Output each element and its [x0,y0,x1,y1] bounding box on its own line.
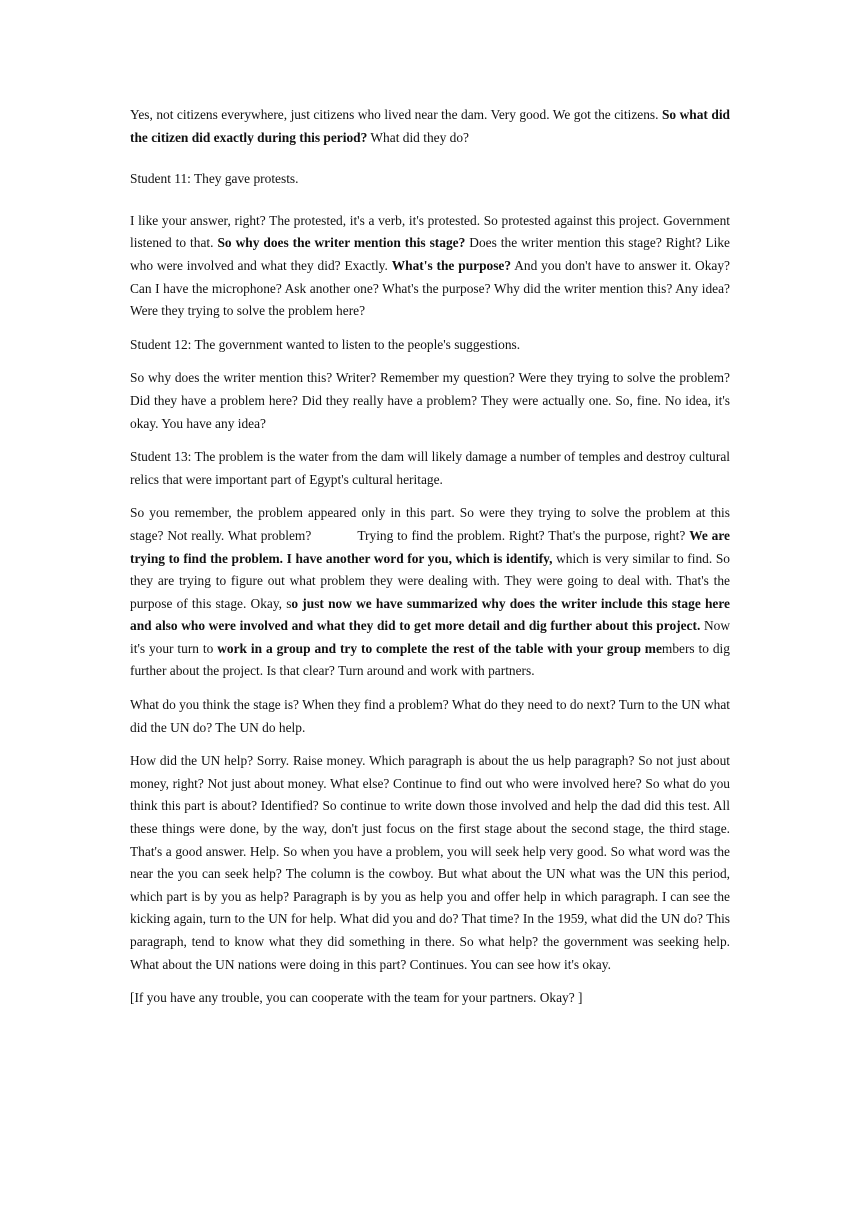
paragraph-5 [130,367,730,435]
paragraph-student-12 [130,334,730,357]
paragraph-3 [130,210,730,323]
document-page [130,104,734,1021]
bold-segment: work in a group and try to complete the rest of the table with your group me [217,640,662,656]
bold-segment: o just now we have summarized why does the writer include this stage here and also who were involved and what they did to get more detail and dig further about this project. [130,595,730,634]
text-segment: Student 11: They gave protests. [130,171,299,187]
text-segment: Now it's your turn to [130,618,731,656]
text-segment: And you don't have to answer it. Okay? Can I have the microphone? Ask another one? What's the purpose? Why did the writer mention this? Any idea? Were they trying to solve the problem here? [130,257,730,319]
paragraph-student-13 [130,446,730,491]
text-segment: So why does the writer mention this? Writer? Remember my question? Were they trying to solve the problem? Did they have a problem here? Did they really have a problem? They were actually one. So, fine. No idea, it's okay. You have any idea? [130,370,730,431]
text-segment: which is very similar to find. So they are trying to figure out what problem they were dealing with. They were going to deal with. That's the purpose of this stage. Okay, s [130,550,730,611]
text-segment: Yes, not citizens everywhere, just citizens who lived near the dam. Very good. We got the citizens. [130,107,662,122]
text-segment: What did they do? [367,129,469,145]
text-segment: Does the writer mention this stage? Right? Like who were involved and what they did? Exactly. [130,235,730,273]
text-segment: mbers to dig further about the project. Is that clear? Turn around and work with partners. [130,640,730,679]
paragraph-8 [130,694,730,739]
paragraph-10 [130,987,730,1010]
text-segment: I like your answer, right? The protested, it's a verb, it's protested. So protested against this project. Government listened to that. [130,212,730,251]
paragraph-9 [130,750,730,976]
paragraph-7 [130,502,734,683]
text-segment: What do you think the stage is? When they find a problem? What do they need to do next? Turn to the UN what did the UN do? The UN do help. [130,697,730,735]
text-segment: Student 12: The government wanted to listen to the people's suggestions. [130,336,521,352]
text-segment: How did the UN help? Sorry. Raise money. Which paragraph is about the us help paragraph? So not just about money, right? Not just about money. What else? Continue to find out who were involved here? So what do you think this part is about? Identified? So continue to write down those involved and help the dad did this test. All these things were done, by the way, don't just focus on the first stage about the second stage, the third stage. That's a good answer. Help. So when you have a problem, you will seek help very good. So what word was the near the you can seek help? The column is the cowboy. But what about the UN what was the UN this period, which part is by you as help? Paragraph is by you as help you and offer help in which paragraph. I can see the kicking again, turn to the UN for help. What did you and do? That time? In the 1959, what did the UN do? This paragraph, tend to know what they did something in there. So what help? the government was seeking help. What about the UN nations were doing in this part? Continues. You can see how it's okay. [130,753,730,972]
text-segment: So you remember, the problem appeared only in this part. So were they trying to solve the problem at this stage? Not really. What problem? Trying to find the problem. Right? That's the purpose, right? [130,505,734,543]
text-segment: Student 13: The problem is the water from the dam will likely damage a number of temples and destroy cultural relics that were important part of Egypt's cultural heritage. [130,449,730,487]
bold-segment: So why does the writer mention this stage? [217,235,466,251]
bold-segment: We are trying to find the problem. I have another word for you, which is identify, [130,527,730,566]
bold-segment: What's the purpose? [391,257,512,273]
paragraph-student-11 [130,168,730,191]
bold-segment: So what did the citizen did exactly during this period? [130,107,730,145]
paragraph-1 [130,104,730,149]
text-segment: [If you have any trouble, you can cooperate with the team for your partners. Okay? ] [130,990,583,1006]
